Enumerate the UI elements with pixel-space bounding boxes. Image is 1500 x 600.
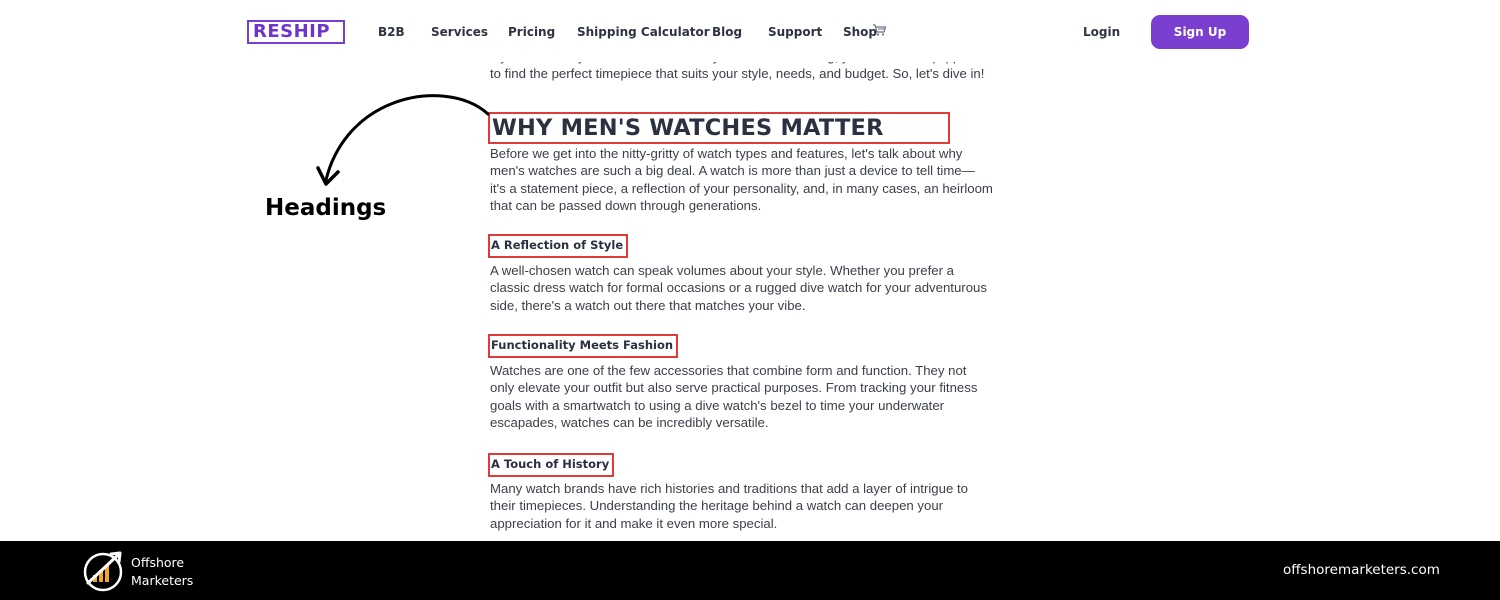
footer-bar [0,541,1500,600]
login-link[interactable]: Login [1083,25,1121,39]
paragraph-line: only elevate your outfit but also serve practical purposes. From tracking your fitness [490,380,978,396]
cart-icon[interactable] [872,23,887,42]
curved-arrow-icon [316,92,496,192]
paragraph-line: Before we get into the nitty-gritty of watch types and features, let's talk about why [490,146,963,161]
paragraph-line: their timepieces. Understanding the heritage behind a watch can deepen your [490,498,944,514]
paragraph-line: Many watch brands have rich histories and traditions that add a layer of intrigue to [490,481,968,496]
brand-name [131,554,193,590]
subheading-functionality-highlighted: Functionality Meets Fashion [488,334,678,358]
nav-link-blog[interactable]: Blog [712,25,743,39]
section-history-paragraph [490,480,1010,532]
paragraph-line: it's a statement piece, a reflection of your personality, and, in many cases, an heirloom [490,180,993,196]
paragraph-line: classic dress watch for formal occasions or a rugged dive watch for your adventurous [490,280,987,296]
paragraph-line: A well-chosen watch can speak volumes about your style. Whether you prefer a [490,263,954,278]
intro-line: to find the perfect timepiece that suits your style, needs, and budget. So, let's dive in! [490,66,985,82]
section-style-paragraph [490,262,1010,314]
subheading-style-highlighted: A Reflection of Style [488,234,628,258]
website-url[interactable]: offshoremarketers.com [1283,562,1440,578]
logo-text: RESHIP [253,21,331,42]
nav-link-services[interactable]: Services [431,25,489,39]
paragraph-line: men's watches are such a big deal. A watch is more than just a device to tell time— [490,163,975,179]
paragraph-line: goals with a smartwatch to using a dive watch's bezel to time your underwater [490,397,945,413]
reship-logo[interactable] [247,20,345,44]
paragraph-line: escapades, watches can be incredibly versatile. [490,414,769,430]
nav-link-shop[interactable]: Shop [843,25,878,39]
paragraph-line: side, there's a watch out there that matches your vibe. [490,297,806,313]
site-header [0,0,1500,62]
paragraph-line: Watches are one of the few accessories that combine form and function. They not [490,363,967,378]
section-functionality-paragraph [490,362,1010,431]
signup-button[interactable]: Sign Up [1151,15,1249,49]
paragraph-line: that can be passed down through generations. [490,197,762,213]
brand-line: Marketers [131,573,194,588]
nav-link-pricing[interactable]: Pricing [508,25,556,39]
annotation-label: Headings [265,195,387,221]
brand-line: Offshore [131,555,185,570]
offshore-marketers-logo-icon [82,549,128,593]
nav-link-support[interactable]: Support [768,25,823,39]
main-heading-highlighted: WHY MEN'S WATCHES MATTER [488,112,950,144]
paragraph-line: appreciation for it and make it even more special. [490,515,778,531]
nav-link-shipping-calculator[interactable]: Shipping Calculator [577,25,710,39]
nav-link-b2b[interactable]: B2B [378,25,405,39]
main-paragraph [490,145,1010,214]
subheading-history-highlighted: A Touch of History [488,453,614,477]
